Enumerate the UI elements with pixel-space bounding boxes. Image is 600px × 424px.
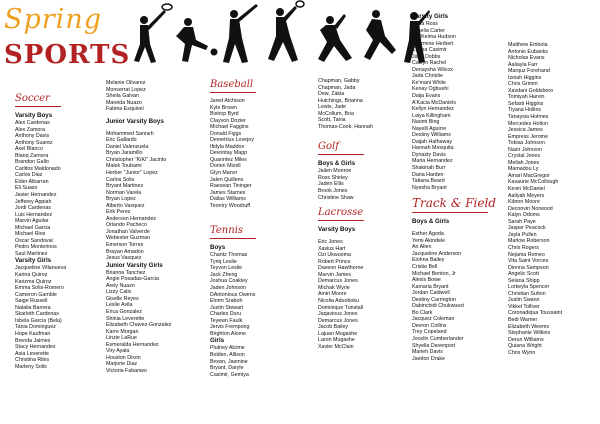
roster-name: Glyn Manor bbox=[210, 170, 238, 177]
roster-name: Orlando Pacheco bbox=[106, 222, 147, 229]
roster-name: Amari MacGregor bbox=[508, 172, 550, 179]
tennis-player-silhouette bbox=[268, 1, 304, 62]
roster-name: Elizabeth Weems bbox=[508, 323, 550, 330]
roster-name: Jayla Ross bbox=[412, 21, 438, 27]
roster-name: Vita Saint Vorces bbox=[508, 258, 549, 265]
sport-heading-underline bbox=[15, 106, 61, 107]
team-heading: Boys bbox=[210, 244, 226, 252]
roster-name: Malek Toubami bbox=[106, 163, 142, 170]
roster-name: Karre Morgan bbox=[106, 328, 139, 335]
sport-heading-underline bbox=[412, 212, 488, 213]
column-soccer bbox=[15, 92, 66, 370]
roster-name: Kavaurie McCollough bbox=[508, 179, 559, 186]
roster-name: McCollum, Bria bbox=[318, 110, 354, 117]
roster-name: Izeiah Higgins bbox=[508, 74, 542, 81]
roster-name: Webester Guzman bbox=[106, 235, 151, 242]
roster-name: Sefasti Higgins bbox=[508, 100, 544, 107]
roster-name: Jada Christie bbox=[412, 73, 443, 80]
roster-name: Karina Quiroz bbox=[15, 272, 48, 279]
roster-name: Eli Suazo bbox=[15, 185, 38, 192]
title-sports: SPORTS bbox=[4, 40, 131, 70]
roster-name: Yemi Akindele bbox=[412, 237, 446, 244]
roster-name: Derun Williams bbox=[508, 336, 544, 343]
roster-name: Norman Varela bbox=[106, 189, 142, 196]
roster-name: Brighton Alome bbox=[210, 330, 246, 337]
roster-name: Dabinchidi Chukwuezi bbox=[412, 303, 465, 310]
roster-name: Crystal Jones bbox=[508, 153, 541, 160]
roster-name: Dorien Mizell bbox=[210, 163, 241, 170]
roster-name: Marleny Solis bbox=[15, 363, 47, 370]
roster-name: Erica Gonzalez bbox=[106, 308, 142, 315]
roster-name: Marvin James bbox=[318, 271, 351, 278]
team-heading: Varsity Girls bbox=[412, 13, 449, 20]
roster-name: Meilah Jones bbox=[508, 159, 540, 166]
roster-name: Carlos Diaz bbox=[15, 172, 43, 179]
roster-name: Leslie Avila bbox=[106, 302, 133, 309]
roster-name: Ke'mani White bbox=[412, 79, 446, 86]
column-varsity-girls-track bbox=[412, 13, 496, 362]
team-heading: Girls bbox=[210, 337, 225, 345]
roster-name: James Starnes bbox=[210, 189, 246, 196]
roster-name: Cristie Bell bbox=[412, 263, 438, 270]
roster-name: Marjorie Diaz bbox=[106, 361, 138, 368]
roster-name: Cameron Gamble bbox=[15, 291, 57, 298]
roster-name: Daniel Valenzuela bbox=[106, 143, 149, 150]
roster-name: Anthony Davis bbox=[15, 133, 50, 140]
roster-name: Brayan Amadon bbox=[106, 248, 144, 255]
roster-name: Brenda Jaimes bbox=[15, 337, 51, 344]
roster-name: Coronadiqua Toussaint bbox=[508, 310, 563, 317]
roster-name: Michak Wyrie bbox=[318, 284, 350, 291]
roster-name: Jacqueline Villanueva bbox=[15, 265, 67, 272]
roster-name: Carlitos Maldonado bbox=[15, 165, 61, 172]
roster-name: Jordan Caldwell bbox=[412, 290, 450, 297]
roster-name: Brook Jones bbox=[318, 188, 348, 195]
roster-name: Bryant Martinez bbox=[106, 183, 144, 190]
roster-name: Jefferey Appiah bbox=[15, 198, 52, 205]
roster-name: Mercedes Holton bbox=[508, 120, 549, 127]
roster-name: Marquz Forehand bbox=[508, 68, 550, 75]
roster-name: Demarcus Jones bbox=[318, 317, 358, 324]
roster-name: Christina Riles bbox=[15, 357, 50, 364]
roster-name: Ifidyla Maddox bbox=[210, 143, 245, 150]
roster-name: Kellyn Hernandez bbox=[412, 106, 454, 113]
roster-name: Bryan Jaramillo bbox=[106, 150, 143, 157]
team-heading: Junior Varsity Girls bbox=[106, 261, 163, 269]
sport-heading-lacrosse: Lacrosse bbox=[318, 207, 364, 219]
roster-name: Pedro Monterinos bbox=[15, 244, 57, 251]
roster-name: Matthew Embola bbox=[508, 42, 548, 48]
sport-heading-baseball: Baseball bbox=[210, 79, 254, 90]
roster-name: Denaysha Wilcox bbox=[412, 66, 453, 73]
roster-name: Destiny Williams bbox=[412, 132, 451, 139]
roster-name: Christopher "KiKi" Jacinto bbox=[106, 156, 167, 163]
roster-name: Chris Rogers bbox=[508, 244, 539, 251]
roster-name: Nicholas Evans bbox=[508, 55, 545, 62]
sport-heading-underline bbox=[318, 154, 364, 155]
lacrosse-player-silhouette bbox=[134, 4, 172, 63]
roster-name: Aaliyah Meyers bbox=[508, 192, 545, 199]
roster-name: Jasper Peacock bbox=[508, 225, 546, 232]
sport-heading-underline bbox=[210, 92, 256, 93]
roster-name: Jaqavious Jones bbox=[318, 311, 358, 318]
title-spring: Spring bbox=[4, 4, 102, 35]
roster-name: Laiya Killingham bbox=[412, 112, 451, 119]
roster-name: Bryant, Daryle bbox=[210, 365, 244, 372]
roster-name: Daria Harden bbox=[412, 171, 444, 178]
roster-name: Charles Duru bbox=[210, 311, 242, 318]
roster-name: Melanie Olivarez bbox=[106, 80, 146, 86]
roster-name: Quiana Wright bbox=[508, 343, 542, 350]
roster-name: Jacquez Coleman bbox=[412, 316, 455, 323]
roster-name: Oscar Sandoval bbox=[15, 237, 53, 244]
roster-name: Javier Hernandez bbox=[15, 192, 57, 199]
column-golf-lacrosse bbox=[318, 73, 373, 350]
roster-name: Houston Dixon bbox=[106, 354, 141, 361]
roster-name: Brandon Gallo bbox=[15, 159, 49, 166]
roster-name: Lorkeyla Spencer bbox=[508, 284, 550, 291]
roster-name: Anthony Suarez bbox=[15, 139, 53, 146]
roster-name: Tanaysia Holmes bbox=[508, 114, 549, 121]
roster-name: Daijah Hathaway bbox=[412, 138, 453, 145]
roster-name: Justin Swann bbox=[508, 297, 540, 304]
team-heading: Varsity Boys bbox=[318, 226, 356, 234]
roster-name: Dynasty Davis bbox=[412, 151, 446, 158]
roster-name: Herber "Junior" Lopez bbox=[106, 170, 158, 177]
roster-name: Robert Prince bbox=[318, 258, 351, 265]
roster-name: Anderson Hernandez bbox=[106, 215, 157, 222]
roster-name: Blanq Zamora bbox=[15, 152, 49, 159]
roster-name: Chapman, Jada bbox=[318, 84, 356, 91]
roster-name: Scott, Tania bbox=[318, 117, 346, 124]
roster-name: Fatima Esquivel bbox=[106, 106, 144, 113]
roster-name: Kalyn Odoms bbox=[508, 212, 540, 219]
roster-name: Empress Jerome bbox=[508, 133, 549, 140]
roster-name: Jacqueline Anderson bbox=[412, 250, 462, 257]
team-heading: Junior Varsity Boys bbox=[106, 117, 164, 125]
roster-name: Dionna Sampson bbox=[508, 264, 549, 271]
roster-name: Nejama Romeo bbox=[508, 251, 545, 258]
roster-name: Jocelin Cumberlander bbox=[412, 335, 464, 342]
roster-name: Isbela Garcia (Bela) bbox=[15, 317, 62, 324]
roster-name: Stacy Hernandez bbox=[15, 344, 56, 351]
roster-name: Xavius Hart bbox=[318, 245, 346, 252]
soccer-player-silhouette bbox=[176, 18, 218, 62]
roster-name: Dominique Tunstall bbox=[318, 304, 364, 311]
roster-name: Deconvin Norwood bbox=[508, 205, 553, 212]
roster-name: Joshua Coakley bbox=[210, 278, 248, 285]
roster-name: Giselle Reyes bbox=[106, 295, 139, 302]
roster-name: Angelic Scott bbox=[508, 271, 539, 278]
roster-name: Skarleth Cardenas bbox=[15, 311, 59, 318]
roster-name: Carlos Solis bbox=[106, 176, 135, 183]
roster-name: Elohna Bailey bbox=[412, 257, 445, 264]
roster-name: Daveon Hawthorne bbox=[318, 265, 364, 272]
roster-name: Mohammed Sanneh bbox=[106, 130, 154, 137]
roster-name: Thomas-Cook, Hannah bbox=[318, 123, 373, 130]
roster-name: Teontry Woodruff bbox=[210, 202, 251, 209]
column-baseball-tennis bbox=[210, 78, 256, 378]
roster-name: Hannah Mesquita bbox=[412, 145, 454, 152]
roster-name: Antonio Eubanks bbox=[508, 48, 549, 55]
roster-name: Demetrius Lovejoy bbox=[210, 137, 254, 144]
roster-name: Alex Zamora bbox=[15, 126, 46, 133]
roster-name: Elorm Sraboh bbox=[210, 298, 243, 305]
roster-name: Selana Shipp bbox=[508, 277, 540, 284]
roster-name: Xavdani Goldsboro bbox=[508, 87, 554, 94]
roster-name: Amiri Moore bbox=[318, 291, 347, 298]
roster-name: Laron Mugashe bbox=[318, 337, 355, 344]
roster-name: Emma Solis-Romero bbox=[15, 285, 64, 292]
roster-name: Dew, Zakia bbox=[318, 91, 345, 98]
team-heading: Varsity Boys bbox=[15, 112, 53, 119]
roster-name: Raesean Tininger bbox=[210, 183, 252, 190]
roster-name: Elizabeth Chavez-Gonzalez bbox=[106, 322, 172, 329]
roster-name: Mamadou Ly bbox=[508, 166, 539, 173]
roster-name: Luis Hernandez bbox=[15, 211, 53, 218]
roster-name: Naomi Bing bbox=[412, 119, 440, 126]
roster-name: Teyewn Faulk bbox=[210, 317, 243, 324]
sport-heading-soccer: Soccer bbox=[15, 93, 50, 104]
roster-name: Caitlyn Rachel bbox=[412, 60, 447, 67]
roster-name: Sarah Paye bbox=[508, 218, 536, 225]
roster-name: Angie Posadas-Garcia bbox=[106, 276, 159, 283]
roster-name: Asia Leverette bbox=[15, 350, 49, 357]
roster-name: Eric Jones bbox=[318, 239, 343, 246]
roster-name: Quanntez Miles bbox=[210, 156, 247, 163]
roster-name: Ari Allen bbox=[412, 244, 432, 251]
roster-name: Teyvon Leslie bbox=[210, 265, 243, 272]
roster-name: Lewis, Jade bbox=[318, 104, 346, 111]
column-track-continued bbox=[508, 42, 562, 356]
roster-name: Emerson Torres bbox=[106, 242, 144, 249]
runner-silhouette bbox=[364, 10, 396, 60]
roster-name: Nazir Johnson bbox=[508, 146, 542, 153]
roster-name: Jervis Frempong bbox=[210, 324, 250, 331]
roster-name: Maria Hernandez bbox=[412, 158, 453, 165]
roster-name: Clayvon Dozier bbox=[210, 117, 246, 124]
roster-name: Chris Wynn bbox=[508, 349, 536, 356]
roster-name: MarKeima Hudson bbox=[412, 34, 456, 41]
roster-name: Lajuan Mugashe bbox=[318, 330, 358, 337]
column-soccer-jv bbox=[106, 80, 171, 374]
roster-name: Hope Kaufman bbox=[15, 330, 51, 337]
roster-name: Shinia Leverette bbox=[106, 315, 145, 322]
sport-heading-underline bbox=[318, 220, 364, 221]
roster-name: Dallas Williams bbox=[210, 196, 246, 203]
roster-name: Sheila Galvan bbox=[106, 93, 139, 100]
roster-name: Linzie LaRue bbox=[106, 335, 137, 342]
roster-name: Donald Figgs bbox=[210, 130, 242, 137]
roster-name: Alexis Bowe bbox=[412, 277, 441, 284]
roster-name: Marvin Aguilar bbox=[15, 218, 49, 225]
roster-name: Saige Russell bbox=[15, 298, 48, 305]
roster-name: Devron Collins bbox=[412, 322, 447, 329]
roster-name: Viry Ayala bbox=[106, 348, 130, 355]
roster-name: Bedi Warner bbox=[508, 316, 538, 323]
roster-name: Tania Dominguez bbox=[15, 324, 56, 331]
roster-name: Brianna Tanchez bbox=[106, 269, 146, 276]
roster-name: Esmeralda Hernandez bbox=[106, 341, 159, 348]
roster-name: Natalia Barrera bbox=[15, 304, 51, 311]
roster-name: Kyle Brown bbox=[210, 104, 237, 111]
roster-name: Plutney Alcime bbox=[210, 345, 245, 352]
roster-name: Marlow Roberson bbox=[508, 238, 550, 245]
roster-name: Destiny Carrington bbox=[412, 296, 456, 303]
roster-name: Jacob Bailey bbox=[318, 324, 349, 331]
roster-name: Jonathan Valverde bbox=[106, 228, 150, 235]
roster-name: Mareida Nuazo bbox=[106, 99, 142, 106]
roster-name: Michael Rios bbox=[15, 231, 46, 238]
roster-name: Chantz Thomas bbox=[210, 252, 248, 259]
roster-name: Jessica James bbox=[508, 127, 543, 134]
roster-name: Alberto Vasquez bbox=[106, 202, 145, 209]
sport-heading-golf: Golf bbox=[318, 141, 339, 153]
roster-name: Shyella Davenport bbox=[412, 342, 456, 349]
roster-name: Jailen Monroe bbox=[318, 168, 352, 175]
roster-name: Michael Garcia bbox=[15, 224, 51, 231]
baseball-batter-silhouette bbox=[223, 4, 258, 63]
roster-name: Justin Stewart bbox=[210, 304, 244, 311]
roster-name: Chyna Casimir bbox=[412, 47, 447, 54]
roster-name: Monserrat Lopez bbox=[106, 86, 146, 93]
sport-heading-underline bbox=[210, 238, 256, 239]
roster-name: Michael Benton, Jr bbox=[412, 270, 456, 277]
roster-name: Bo Clark bbox=[412, 309, 433, 316]
roster-name: Victoria Fabanwo bbox=[106, 367, 147, 374]
roster-name: Casimir, Gemiya bbox=[210, 371, 249, 378]
roster-name: Jared Atchison bbox=[210, 98, 245, 104]
team-heading: Boys & Girls bbox=[412, 218, 450, 226]
roster-name: Jade Dobbs bbox=[412, 53, 441, 60]
roster-name: Kevin McDaniel bbox=[508, 186, 545, 193]
roster-name: Christine Shaw bbox=[318, 194, 354, 201]
roster-name: Axel Blanco bbox=[15, 146, 43, 153]
roster-name: Jordi Cardenas bbox=[15, 205, 51, 212]
roster-name: Jalen Quillens bbox=[210, 176, 244, 183]
roster-name: Brown, Jasmine bbox=[210, 358, 248, 365]
roster-name: Eric Gallardo bbox=[106, 137, 137, 144]
roster-name: Trey Copeland bbox=[412, 329, 447, 336]
roster-name: Tomiyah Harvin bbox=[508, 94, 545, 101]
sport-heading-tennis: Tennis bbox=[210, 225, 244, 237]
roster-name: Arely Nuazo bbox=[106, 282, 135, 289]
roster-name: Tobias Johnson bbox=[508, 140, 545, 147]
roster-name: Nayelli Aguirre bbox=[412, 125, 447, 132]
roster-name: Tiyana Hollins bbox=[508, 107, 542, 114]
roster-name: Devontay Mapp bbox=[210, 150, 248, 157]
roster-name: Janella Carter bbox=[412, 27, 445, 34]
roster-name: Aaliayla Farr bbox=[508, 61, 538, 68]
roster-name: Christian Sutton bbox=[508, 290, 546, 297]
sport-heading-track-field: Track & Field bbox=[412, 196, 496, 211]
roster-name: Esther Agoda bbox=[412, 231, 444, 238]
roster-name: Chris Grimm bbox=[508, 81, 538, 88]
roster-name: Daija Evans bbox=[412, 93, 441, 100]
roster-name: Kenay Ogbuehi bbox=[412, 86, 449, 93]
roster-name: Tatiana Beard bbox=[412, 178, 445, 185]
roster-name: Bishop Byrd bbox=[210, 111, 239, 118]
roster-name: Jaden Ellis bbox=[318, 181, 344, 188]
roster-name: A'Kacia McDaniels bbox=[412, 99, 456, 106]
roster-name: Xavier McClain bbox=[318, 343, 354, 350]
roster-name: Kamaria Bryant bbox=[412, 283, 449, 290]
roster-name: DAntonious Owens bbox=[210, 291, 256, 298]
roster-name: Alex Cardenas bbox=[15, 120, 50, 126]
roster-name: Kibron Moore bbox=[508, 199, 540, 206]
roster-name: Nicolia Aduoboku bbox=[318, 298, 359, 305]
roster-name: Jesus Vasquez bbox=[106, 255, 142, 262]
roster-name: Michael Faggins bbox=[210, 124, 249, 131]
roster-name: Erik Perez bbox=[106, 209, 131, 216]
roster-name: Lizzy Calix bbox=[106, 289, 132, 296]
roster-name: Demarcus Jones bbox=[318, 278, 358, 285]
roster-name: Shakinah Burr bbox=[412, 165, 446, 172]
roster-name: Nyesha Bryant bbox=[412, 184, 447, 191]
roster-name: Jazzmine Herbert bbox=[412, 40, 454, 47]
roster-name: Saul Martinez bbox=[15, 250, 48, 257]
athlete-silhouettes-banner bbox=[130, 0, 430, 68]
roster-name: Marieh Davis bbox=[412, 349, 443, 356]
roster-name: Ozi Ukwuoma bbox=[318, 252, 351, 259]
roster-name: Hutchings, Brianna bbox=[318, 97, 363, 104]
team-heading: Boys & Girls bbox=[318, 160, 356, 168]
roster-name: Chapman, Gabby bbox=[318, 78, 360, 84]
roster-name: Stephanie Wilkins bbox=[508, 330, 551, 337]
roster-name: Jack Zheng bbox=[210, 271, 238, 278]
roster-name: Bryan Lopez bbox=[106, 196, 136, 203]
roster-name: Ross Shirley bbox=[318, 174, 348, 181]
roster-name: Bolden, Allison bbox=[210, 351, 245, 358]
roster-name: Vikkel Tolliver bbox=[508, 303, 540, 310]
team-heading: Varsity Girls bbox=[15, 257, 52, 265]
pitcher-silhouette bbox=[318, 14, 352, 62]
roster-name: Elder Albarran bbox=[15, 178, 49, 185]
roster-name: Karizma Quiroz bbox=[15, 278, 52, 285]
roster-name: Jaedon Drake bbox=[412, 355, 445, 362]
roster-name: Jaden Johnson bbox=[210, 285, 246, 292]
roster-name: Tyriq Leslie bbox=[210, 258, 237, 265]
roster-name: Jayla Pullen bbox=[508, 231, 537, 238]
